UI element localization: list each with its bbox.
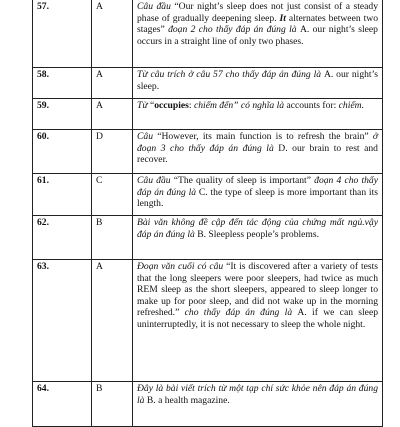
explanation-text: chiếm đến” có nghĩa là	[193, 100, 287, 111]
explanation-text: ở đoạn 3 cho thấy đáp án đúng là	[137, 131, 378, 154]
answer-letter: D	[92, 130, 133, 174]
question-number: 60.	[33, 130, 92, 174]
explanation-text: :	[188, 100, 194, 111]
explanation	[133, 130, 383, 174]
explanation-text: D. our brain to rest and recover.	[137, 142, 378, 166]
answer-row	[33, 382, 383, 427]
question-number: 57.	[33, 0, 92, 68]
question-number: 59.	[33, 99, 92, 130]
answer-row	[33, 216, 383, 260]
explanation	[133, 216, 383, 260]
answer-row	[33, 0, 383, 68]
answer-row	[33, 260, 383, 382]
explanation-text: A. if we can sleep uninterruptedly, it is not necessary to sleep the whole night.	[137, 307, 378, 330]
answer-row	[33, 68, 383, 99]
explanation-text: B. a health magazine.	[146, 394, 230, 406]
explanation	[133, 382, 383, 427]
explanation-text: Đoạn văn cuối có câu	[137, 261, 227, 272]
explanation-text: “However, its main function is to refresh the brain”	[157, 131, 369, 142]
answer-letter: A	[92, 68, 133, 99]
explanation-text: “	[149, 100, 155, 111]
answer-row	[33, 130, 383, 174]
explanation-text: C. the type of sleep is more important than its length.	[137, 186, 378, 210]
explanation-text: đoạn 4 cho thấy đáp án đúng là	[137, 175, 378, 198]
explanation-text: “The quality of sleep is important”	[173, 175, 311, 186]
answer-letter: A	[92, 99, 133, 130]
explanation-text: Câu	[137, 131, 158, 142]
explanation-text: occupies	[154, 100, 189, 111]
explanation	[133, 174, 383, 216]
explanation-text: B. Sleepless people’s problems.	[197, 228, 320, 240]
answer-key-table	[32, 0, 383, 427]
explanation-text: A. our night’s sleep.	[137, 69, 378, 92]
explanation-text: Từ câu trích ở câu 57 cho thấy đáp án đúng là	[137, 69, 324, 80]
answer-row	[33, 99, 383, 130]
explanation-text: đoạn 2 cho thấy đáp án đúng là	[164, 24, 300, 36]
explanation-text: alternates between two stages”	[137, 12, 378, 36]
explanation	[133, 68, 383, 99]
answer-letter: C	[92, 174, 133, 216]
question-number: 58.	[33, 68, 92, 99]
question-number: 63.	[33, 260, 92, 382]
explanation-text: Câu đầu	[137, 175, 174, 186]
explanation-text: Bài văn không đề cập đến tác động của chứng mất ngủ.vậy đáp án đúng là	[137, 217, 378, 240]
question-number: 61.	[33, 174, 92, 216]
explanation	[133, 260, 383, 382]
answer-row	[33, 174, 383, 216]
explanation-text: Từ	[137, 100, 150, 111]
explanation	[133, 99, 383, 130]
answer-letter: A	[92, 260, 133, 382]
explanation-text: Câu đầu	[137, 1, 175, 12]
answer-letter: B	[92, 382, 133, 427]
question-number: 64.	[33, 382, 92, 427]
question-number: 62.	[33, 216, 92, 260]
explanation-text: Đây là bài viết trích từ một tạp chí sức khỏe nên đáp án đúng là	[137, 383, 378, 406]
explanation-text: “It is discovered after a variety of tests that the long sleepers were poor sleepers, had twice as much REM sleep as the short sleepers, appeared to sleep longer to make up for poor sleep, and did not wake up in the morning refreshed.”	[137, 261, 378, 319]
answer-letter: A	[92, 0, 133, 68]
explanation-text: “Our night’s sleep does not just consist of a steady phase of gradually deepening sleep.	[137, 1, 378, 24]
explanation-text: A. our night’s sleep occurs in a straight line of only two phases.	[137, 24, 378, 47]
explanation-text: It	[279, 12, 286, 24]
explanation-text: chiếm.	[338, 100, 364, 111]
answer-letter: B	[92, 216, 133, 260]
explanation	[133, 0, 383, 68]
explanation-text: cho thấy đáp án đúng là	[179, 307, 298, 319]
explanation-text: accounts for:	[286, 100, 339, 111]
